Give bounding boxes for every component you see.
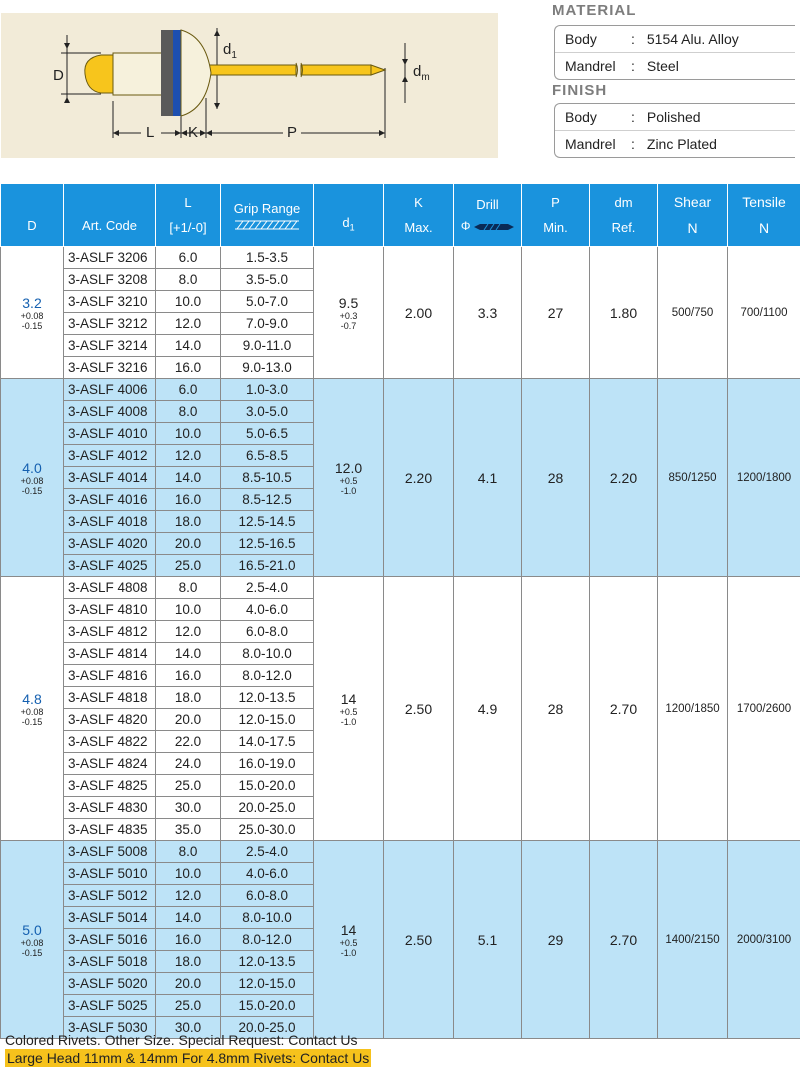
art-code-cell: 3-ASLF 4006 [64, 379, 156, 401]
length-cell: 14.0 [156, 907, 221, 929]
art-code-cell: 3-ASLF 3206 [64, 247, 156, 269]
dm-cell: 1.80 [590, 247, 658, 379]
art-code-cell: 3-ASLF 4814 [64, 643, 156, 665]
grip-range-cell: 25.0-30.0 [221, 819, 314, 841]
table-header-row [1, 184, 800, 247]
material-title: MATERIAL [552, 2, 637, 19]
material-mandrel-key: Mandrel [565, 58, 616, 74]
length-cell: 30.0 [156, 1017, 221, 1039]
art-code-cell: 3-ASLF 3216 [64, 357, 156, 379]
art-code-cell: 3-ASLF 5012 [64, 885, 156, 907]
p-cell: 29 [522, 841, 590, 1039]
length-cell: 22.0 [156, 731, 221, 753]
length-cell: 14.0 [156, 467, 221, 489]
length-cell: 8.0 [156, 401, 221, 423]
finish-body-value: Polished [646, 109, 701, 125]
label-D: D [53, 67, 64, 84]
finish-mandrel-key: Mandrel [565, 136, 616, 152]
tensile-cell: 2000/3100 [728, 841, 800, 1039]
length-cell: 16.0 [156, 665, 221, 687]
header-tensile: Tensile N [728, 184, 800, 247]
material-body-key: Body [565, 31, 597, 47]
label-K: K [188, 124, 199, 141]
grip-range-cell: 16.0-19.0 [221, 753, 314, 775]
table-row [1, 841, 800, 863]
grip-range-cell: 3.5-5.0 [221, 269, 314, 291]
label-P: P [287, 124, 298, 141]
note-large-head: Large Head 11mm & 14mm For 4.8mm Rivets: Contact Us [7, 1050, 370, 1066]
grip-range-cell: 7.0-9.0 [221, 313, 314, 335]
length-cell: 20.0 [156, 533, 221, 555]
art-code-cell: 3-ASLF 4825 [64, 775, 156, 797]
drill-cell: 5.1 [454, 841, 522, 1039]
length-cell: 12.0 [156, 445, 221, 467]
header-art-code: Art. Code [64, 184, 156, 247]
grip-range-cell: 6.0-8.0 [221, 885, 314, 907]
drill-bit-icon [474, 223, 514, 231]
material-body-row: Body : 5154 Alu. Alloy [555, 26, 795, 52]
drill-cell: 4.9 [454, 577, 522, 841]
table-row [1, 247, 800, 269]
grip-range-cell: 15.0-20.0 [221, 995, 314, 1017]
art-code-cell: 3-ASLF 4835 [64, 819, 156, 841]
p-cell: 28 [522, 577, 590, 841]
grip-range-cell: 9.0-11.0 [221, 335, 314, 357]
finish-mandrel-row: Mandrel : Zinc Plated [555, 130, 795, 157]
length-cell: 20.0 [156, 709, 221, 731]
finish-body-row: Body : Polished [555, 104, 795, 130]
length-cell: 35.0 [156, 819, 221, 841]
length-cell: 6.0 [156, 247, 221, 269]
dm-cell: 2.20 [590, 379, 658, 577]
art-code-cell: 3-ASLF 4010 [64, 423, 156, 445]
header-d1: $d_1$ [314, 184, 384, 247]
tensile-cell: 700/1100 [728, 247, 800, 379]
grip-range-cell: 2.5-4.0 [221, 577, 314, 599]
p-cell: 27 [522, 247, 590, 379]
art-code-cell: 3-ASLF 4025 [64, 555, 156, 577]
grip-range-cell: 12.0-13.5 [221, 951, 314, 973]
grip-range-cell: 12.0-15.0 [221, 973, 314, 995]
grip-range-cell: 1.0-3.0 [221, 379, 314, 401]
finish-title: FINISH [552, 82, 608, 99]
art-code-cell: 3-ASLF 3210 [64, 291, 156, 313]
length-cell: 24.0 [156, 753, 221, 775]
art-code-cell: 3-ASLF 5010 [64, 863, 156, 885]
length-cell: 10.0 [156, 423, 221, 445]
grip-range-cell: 12.5-14.5 [221, 511, 314, 533]
length-cell: 18.0 [156, 687, 221, 709]
length-cell: 8.0 [156, 269, 221, 291]
grip-range-cell: 6.0-8.0 [221, 621, 314, 643]
length-cell: 6.0 [156, 379, 221, 401]
length-cell: 25.0 [156, 775, 221, 797]
p-cell: 28 [522, 379, 590, 577]
finish-body-key: Body [565, 109, 597, 125]
art-code-cell: 3-ASLF 4808 [64, 577, 156, 599]
header-dm: dm Ref. [590, 184, 658, 247]
art-code-cell: 3-ASLF 5014 [64, 907, 156, 929]
k-cell: 2.50 [384, 577, 454, 841]
grip-range-cell: 8.0-10.0 [221, 907, 314, 929]
art-code-cell: 3-ASLF 4012 [64, 445, 156, 467]
length-cell: 16.0 [156, 489, 221, 511]
art-code-cell: 3-ASLF 4018 [64, 511, 156, 533]
length-cell: 20.0 [156, 973, 221, 995]
shear-cell: 1200/1850 [658, 577, 728, 841]
art-code-cell: 3-ASLF 3212 [64, 313, 156, 335]
k-cell: 2.50 [384, 841, 454, 1039]
grip-range-cell: 8.5-12.5 [221, 489, 314, 511]
grip-range-cell: 8.0-12.0 [221, 929, 314, 951]
table-row [1, 379, 800, 401]
art-code-cell: 3-ASLF 5008 [64, 841, 156, 863]
table-row [1, 577, 800, 599]
art-code-cell: 3-ASLF 4812 [64, 621, 156, 643]
grip-range-cell: 8.0-12.0 [221, 665, 314, 687]
material-section [552, 2, 800, 80]
drill-cell: 3.3 [454, 247, 522, 379]
d-cell: 4.8 +0.08 -0.15 [1, 577, 64, 841]
length-cell: 18.0 [156, 951, 221, 973]
length-cell: 14.0 [156, 335, 221, 357]
art-code-cell: 3-ASLF 5030 [64, 1017, 156, 1039]
art-code-cell: 3-ASLF 4824 [64, 753, 156, 775]
grip-range-cell: 20.0-25.0 [221, 1017, 314, 1039]
length-cell: 10.0 [156, 291, 221, 313]
d-cell: 3.2 +0.08 -0.15 [1, 247, 64, 379]
tensile-cell: 1200/1800 [728, 379, 800, 577]
finish-box [554, 103, 795, 158]
d1-cell: 9.5 +0.3 -0.7 [314, 247, 384, 379]
rivet-spec-table [0, 183, 800, 1039]
art-code-cell: 3-ASLF 4014 [64, 467, 156, 489]
grip-range-cell: 8.5-10.5 [221, 467, 314, 489]
art-code-cell: 3-ASLF 4810 [64, 599, 156, 621]
grip-range-cell: 15.0-20.0 [221, 775, 314, 797]
length-cell: 25.0 [156, 995, 221, 1017]
material-mandrel-value: Steel [646, 58, 679, 74]
art-code-cell: 3-ASLF 3214 [64, 335, 156, 357]
rivet-diagram [1, 13, 498, 158]
grip-range-cell: 3.0-5.0 [221, 401, 314, 423]
header-shear: Shear N [658, 184, 728, 247]
header-k: K Max. [384, 184, 454, 247]
length-cell: 16.0 [156, 929, 221, 951]
art-code-cell: 3-ASLF 4008 [64, 401, 156, 423]
d-cell: 5.0 +0.08 -0.15 [1, 841, 64, 1039]
notes [5, 1031, 371, 1067]
grip-range-cell: 5.0-7.0 [221, 291, 314, 313]
k-cell: 2.00 [384, 247, 454, 379]
dm-cell: 2.70 [590, 841, 658, 1039]
finish-mandrel-value: Zinc Plated [646, 136, 717, 152]
grip-range-cell: 8.0-10.0 [221, 643, 314, 665]
grip-range-cell: 16.5-21.0 [221, 555, 314, 577]
grip-range-cell: 20.0-25.0 [221, 797, 314, 819]
length-cell: 12.0 [156, 621, 221, 643]
length-cell: 12.0 [156, 885, 221, 907]
length-cell: 30.0 [156, 797, 221, 819]
label-d1: $d_1$ [223, 41, 237, 61]
k-cell: 2.20 [384, 379, 454, 577]
length-cell: 10.0 [156, 599, 221, 621]
length-cell: 8.0 [156, 577, 221, 599]
header-d: D [1, 184, 64, 247]
art-code-cell: 3-ASLF 5025 [64, 995, 156, 1017]
dm-cell: 2.70 [590, 577, 658, 841]
grip-range-cell: 1.5-3.5 [221, 247, 314, 269]
header-p: P Min. [522, 184, 590, 247]
art-code-cell: 3-ASLF 4820 [64, 709, 156, 731]
length-cell: 16.0 [156, 357, 221, 379]
grip-range-cell: 4.0-6.0 [221, 863, 314, 885]
length-cell: 10.0 [156, 863, 221, 885]
note-colored-rivets: Colored Rivets. Other Size. Special Request: Contact Us [5, 1032, 358, 1048]
grip-range-cell: 12.5-16.5 [221, 533, 314, 555]
grip-hatch-icon [235, 220, 299, 230]
header-l: L [+1/-0] [156, 184, 221, 247]
shear-cell: 1400/2150 [658, 841, 728, 1039]
header-drill: Drill Φ [454, 184, 522, 247]
art-code-cell: 3-ASLF 5016 [64, 929, 156, 951]
art-code-cell: 3-ASLF 4830 [64, 797, 156, 819]
header-grip-range: Grip Range [221, 184, 314, 247]
grip-range-cell: 2.5-4.0 [221, 841, 314, 863]
tensile-cell: 1700/2600 [728, 577, 800, 841]
shear-cell: 500/750 [658, 247, 728, 379]
art-code-cell: 3-ASLF 3208 [64, 269, 156, 291]
material-box [554, 25, 795, 80]
art-code-cell: 3-ASLF 4822 [64, 731, 156, 753]
d1-cell: 14 +0.5 -1.0 [314, 577, 384, 841]
grip-range-cell: 12.0-15.0 [221, 709, 314, 731]
grip-range-cell: 4.0-6.0 [221, 599, 314, 621]
label-dm: $d_m$ [413, 63, 430, 83]
grip-range-cell: 6.5-8.5 [221, 445, 314, 467]
d1-cell: 14 +0.5 -1.0 [314, 841, 384, 1039]
material-body-value: 5154 Alu. Alloy [646, 31, 739, 47]
length-cell: 25.0 [156, 555, 221, 577]
rivet-drawing [1, 13, 498, 158]
length-cell: 12.0 [156, 313, 221, 335]
length-cell: 18.0 [156, 511, 221, 533]
art-code-cell: 3-ASLF 4020 [64, 533, 156, 555]
grip-range-cell: 9.0-13.0 [221, 357, 314, 379]
art-code-cell: 3-ASLF 4816 [64, 665, 156, 687]
finish-section [552, 82, 800, 158]
material-mandrel-row: Mandrel : Steel [555, 52, 795, 79]
art-code-cell: 3-ASLF 5020 [64, 973, 156, 995]
art-code-cell: 3-ASLF 4016 [64, 489, 156, 511]
art-code-cell: 3-ASLF 5018 [64, 951, 156, 973]
shear-cell: 850/1250 [658, 379, 728, 577]
grip-range-cell: 14.0-17.5 [221, 731, 314, 753]
grip-range-cell: 5.0-6.5 [221, 423, 314, 445]
d1-cell: 12.0 +0.5 -1.0 [314, 379, 384, 577]
length-cell: 8.0 [156, 841, 221, 863]
length-cell: 14.0 [156, 643, 221, 665]
grip-range-cell: 12.0-13.5 [221, 687, 314, 709]
d-cell: 4.0 +0.08 -0.15 [1, 379, 64, 577]
label-L: L [146, 124, 155, 141]
drill-cell: 4.1 [454, 379, 522, 577]
art-code-cell: 3-ASLF 4818 [64, 687, 156, 709]
